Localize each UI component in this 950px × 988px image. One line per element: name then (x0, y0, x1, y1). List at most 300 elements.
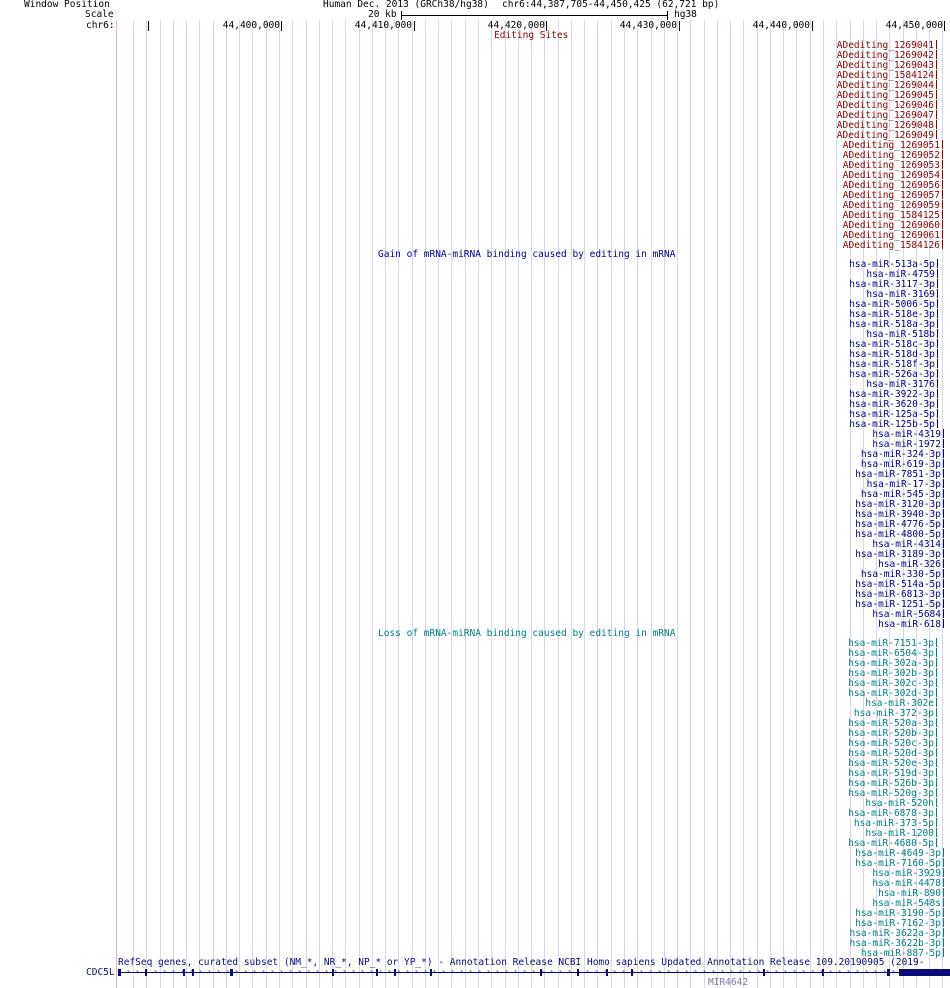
strand-arrow: › (486, 967, 491, 976)
gain-mirna-item-label: hsa-miR-330-5p (860, 569, 941, 580)
gridline (160, 20, 161, 988)
strand-arrow: › (135, 967, 140, 976)
gridline (279, 20, 280, 988)
strand-arrow: › (648, 967, 653, 976)
strand-arrow: › (405, 967, 410, 976)
loss-mirna-item-label: hsa-miR-520a-3p (848, 718, 934, 729)
loss-mirna-item-label: hsa-miR-520c-3p (848, 738, 934, 749)
strand-arrow: › (216, 967, 221, 976)
window-edge-line (116, 20, 117, 988)
strand-arrow: › (819, 967, 824, 976)
loss-mirna-item-mark (936, 798, 937, 807)
loss-mirna-item-label: hsa-miR-520b-3p (848, 728, 934, 739)
editing-site-item-label: ADediting_1269057 (842, 190, 940, 201)
loss-mirna-item-label: hsa-miR-4478 (872, 878, 941, 889)
gridline (385, 20, 386, 988)
strand-arrow: › (162, 967, 167, 976)
gridline (186, 20, 187, 988)
position-readout[interactable]: chr6:44,387,705-44,450,425 (62,721 bp) (502, 0, 720, 10)
editing-site-item-mark (936, 50, 937, 59)
loss-mirna-item-label: hsa-miR-7151-3p (848, 638, 934, 649)
loss-mirna-item-mark (936, 838, 937, 847)
loss-mirna-item-label: hsa-miR-887-5p (860, 948, 941, 959)
editing-site-item-mark (942, 220, 943, 229)
gridline (544, 20, 545, 988)
gridline (146, 20, 147, 988)
gridline (332, 20, 333, 988)
refseq-track-title[interactable]: RefSeq genes, curated subset (NM_*, NR_*, NP_* or YP_*) - Annotation Release NCBI Homo sapiens Updated Annotation Release 109.20190905 (2019- (118, 957, 925, 968)
strand-arrow: › (378, 967, 383, 976)
strand-arrow: › (657, 967, 662, 976)
gain-mirna-item-mark (937, 329, 938, 338)
gain-mirna-item[interactable] (878, 619, 944, 630)
editing-site-item-mark (942, 230, 943, 239)
loss-mirna-item-mark (936, 828, 937, 837)
strand-arrow: › (783, 967, 788, 976)
loss-mirna-item-mark (936, 658, 937, 667)
loss-mirna-item-mark (943, 868, 944, 877)
editing-site-item-mark (942, 200, 943, 209)
strand-arrow: › (603, 967, 608, 976)
loss-mirna-item-label: hsa-miR-7160-5p (855, 858, 941, 869)
strand-arrow: › (576, 967, 581, 976)
gain-mirna-item-mark (937, 289, 938, 298)
gridline (478, 20, 479, 988)
strand-arrow: › (666, 967, 671, 976)
gain-mirna-item-label: hsa-miR-3620-3p (849, 399, 935, 410)
strand-arrow: › (324, 967, 329, 976)
gain-mirna-item-label: hsa-miR-545-3p (860, 489, 941, 500)
gain-mirna-item-label: hsa-miR-326 (878, 559, 941, 570)
gain-mirna-item-mark (943, 549, 944, 558)
gain-mirna-item-mark (943, 509, 944, 518)
gain-mirna-item-mark (937, 269, 938, 278)
strand-arrow: › (342, 967, 347, 976)
editing-site-item-label: ADediting_1269042 (836, 50, 934, 61)
gain-mirna-item-mark (943, 439, 944, 448)
gain-mirna-item-label: hsa-miR-4314 (872, 539, 941, 550)
gain-mirna-item-label: hsa-miR-6813-3p (855, 589, 941, 600)
loss-mirna-item-label: hsa-miR-302b-3p (848, 668, 934, 679)
editing-site-item-label: ADediting_1584124 (836, 70, 934, 81)
strand-arrow: › (684, 967, 689, 976)
gain-mirna-item-label: hsa-miR-3120-3p (855, 499, 941, 510)
gain-mirna-item-label: hsa-miR-7851-3p (855, 469, 941, 480)
gridline (704, 20, 705, 988)
gain-mirna-item-label: hsa-miR-3176 (866, 379, 935, 390)
editing-site-item-mark (942, 160, 943, 169)
loss-mirna-item-label: hsa-miR-520g-3p (848, 788, 934, 799)
gridline (505, 20, 506, 988)
scale-bar (401, 15, 667, 16)
strand-arrow: › (234, 967, 239, 976)
gain-mirna-item-label: hsa-miR-5684 (872, 609, 941, 620)
editing-site-item-label: ADediting_1584125 (842, 210, 940, 221)
loss-mirna-item-mark (936, 648, 937, 657)
editing-site-item-label: ADediting_1584126 (842, 240, 940, 251)
strand-arrow: › (702, 967, 707, 976)
strand-arrow: › (495, 967, 500, 976)
strand-arrow: › (297, 967, 302, 976)
loss-mirna-item-mark (936, 688, 937, 697)
loss-mirna-item-mark (943, 948, 944, 957)
strand-arrow: › (873, 967, 878, 976)
gain-mirna-item-label: hsa-miR-518f-3p (849, 359, 935, 370)
strand-arrow: › (612, 967, 617, 976)
strand-arrow: › (585, 967, 590, 976)
gridline (359, 20, 360, 988)
editing-site-item-mark (936, 90, 937, 99)
loss-mirna-item-label: hsa-miR-302c-3p (848, 678, 934, 689)
gridline (199, 20, 200, 988)
gene-exon (887, 969, 890, 976)
gridline (531, 20, 532, 988)
gain-mirna-item-label: hsa-miR-513a-5p (849, 259, 935, 270)
strand-arrow: › (270, 967, 275, 976)
gain-mirna-item-mark (943, 599, 944, 608)
strand-arrow: › (711, 967, 716, 976)
gain-mirna-item-mark (937, 259, 938, 268)
editing-site-item-mark (936, 110, 937, 119)
editing-site-item-label: ADediting_1269054 (842, 170, 940, 181)
strand-arrow: › (171, 967, 176, 976)
strand-arrow: › (144, 967, 149, 976)
gridline (664, 20, 665, 988)
strand-arrow: › (792, 967, 797, 976)
strand-arrow: › (432, 967, 437, 976)
editing-site-item-label: ADediting_1269041 (836, 40, 934, 51)
loss-mirna-item-label: hsa-miR-4649-3p (855, 848, 941, 859)
gridline (651, 20, 652, 988)
gain-mirna-item-mark (937, 339, 938, 348)
strand-arrow: › (441, 967, 446, 976)
gain-mirna-item-mark (937, 389, 938, 398)
gain-mirna-item-label: hsa-miR-4800-5p (855, 529, 941, 540)
strand-arrow: › (594, 967, 599, 976)
editing-sites-track-title[interactable]: Editing Sites (494, 30, 569, 41)
loss-mirna-item-mark (936, 678, 937, 687)
loss-mirna-item-label: hsa-miR-526b-3p (848, 778, 934, 789)
strand-arrow: › (369, 967, 374, 976)
loss-mirna-item-mark (943, 898, 944, 907)
gain-mirna-item-mark (943, 529, 944, 538)
strand-arrow: › (855, 967, 860, 976)
editing-site-item-label: ADediting_1269060 (842, 220, 940, 231)
gain-mirna-item-label: hsa-miR-618 (878, 619, 941, 630)
strand-arrow: › (774, 967, 779, 976)
scale-label: Scale (85, 9, 114, 20)
gridline (783, 20, 784, 988)
gain-mirna-item-mark (943, 579, 944, 588)
gridline (836, 20, 837, 988)
loss-mirna-item-mark (936, 808, 937, 817)
gain-mirna-item-label: hsa-miR-1251-5p (855, 599, 941, 610)
strand-arrow: › (468, 967, 473, 976)
loss-mirna-item-label: hsa-miR-890 (878, 888, 941, 899)
editing-site-item-label: ADediting_1269052 (842, 150, 940, 161)
loss-mirna-item-mark (936, 718, 937, 727)
loss-mirna-item-label: hsa-miR-6504-3p (848, 648, 934, 659)
strand-arrow: › (252, 967, 257, 976)
gain-mirna-item-mark (937, 299, 938, 308)
gain-mirna-item-mark (937, 319, 938, 328)
strand-arrow: › (864, 967, 869, 976)
strand-arrow: › (126, 967, 131, 976)
strand-arrow: › (477, 967, 482, 976)
editing-site-item-label: ADediting_1269047 (836, 110, 934, 121)
loss-mirna-item-mark (936, 638, 937, 647)
loss-mirna-item-mark (936, 818, 937, 827)
ruler-tick-label: 44,400,000 (222, 20, 280, 31)
gridline (558, 20, 559, 988)
editing-site-item-mark (942, 190, 943, 199)
ruler-tick (812, 21, 813, 31)
chrom-label: chr6: (86, 20, 115, 31)
gene-label-cdc5l[interactable]: CDC5L (86, 967, 115, 978)
strand-arrow: › (756, 967, 761, 976)
loss-mirna-item-mark (936, 768, 937, 777)
gridline (584, 20, 585, 988)
strand-arrow: › (549, 967, 554, 976)
scale-value: 20 kb (368, 9, 397, 20)
gridline (319, 20, 320, 988)
editing-site-item-mark (936, 60, 937, 69)
gain-mirna-item-label: hsa-miR-324-3p (860, 449, 941, 460)
loss-mirna-item-mark (936, 708, 937, 717)
loss-mirna-item-label: hsa-miR-3929 (872, 868, 941, 879)
ruler-tick-label: 44,410,000 (354, 20, 412, 31)
strand-arrow: › (198, 967, 203, 976)
strand-arrow: › (693, 967, 698, 976)
gain-mirna-item-label: hsa-miR-518a-3p (849, 319, 935, 330)
gain-mirna-item-mark (943, 489, 944, 498)
strand-arrow: › (558, 967, 563, 976)
gain-mirna-item-label: hsa-miR-3922-3p (849, 389, 935, 400)
strand-arrow: › (720, 967, 725, 976)
gridline (292, 20, 293, 988)
gain-mirna-item-mark (943, 519, 944, 528)
scale-bar-right (667, 11, 668, 20)
gain-mirna-item-mark (937, 379, 938, 388)
gridline (226, 20, 227, 988)
gain-mirna-item-label: hsa-miR-518b (866, 329, 935, 340)
loss-mirna-item-label: hsa-miR-1200 (865, 828, 934, 839)
strand-arrow: › (207, 967, 212, 976)
editing-site-item-mark (942, 240, 943, 249)
editing-site-item-label: ADediting_1269046 (836, 100, 934, 111)
editing-site-item-mark (936, 80, 937, 89)
strand-arrow: › (333, 967, 338, 976)
gridline (239, 20, 240, 988)
gridline (465, 20, 466, 988)
editing-site-item-label: ADediting_1269051 (842, 140, 940, 151)
strand-arrow: › (360, 967, 365, 976)
editing-site-item-label: ADediting_1269056 (842, 180, 940, 191)
editing-site-item-label: ADediting_1269049 (836, 130, 934, 141)
gridline (677, 20, 678, 988)
gain-mirna-item-mark (937, 309, 938, 318)
editing-site-item-label: ADediting_1269048 (836, 120, 934, 131)
ruler-tick (944, 21, 945, 31)
strand-arrow: › (261, 967, 266, 976)
gain-mirna-item-mark (937, 369, 938, 378)
strand-arrow: › (225, 967, 230, 976)
gain-mirna-item-label: hsa-miR-3117-3p (849, 279, 935, 290)
editing-site-item-mark (942, 150, 943, 159)
strand-arrow: › (567, 967, 572, 976)
gridline (412, 20, 413, 988)
gain-mirna-item-label: hsa-miR-125b-5p (849, 419, 935, 430)
loss-mirna-item-mark (943, 938, 944, 947)
strand-arrow: › (531, 967, 536, 976)
strand-arrow: › (315, 967, 320, 976)
gain-track-title[interactable]: Gain of mRNA-miRNA binding caused by editing in mRNA (378, 249, 676, 260)
gridline (730, 20, 731, 988)
loss-mirna-item-label: hsa-miR-4680-5p (848, 838, 934, 849)
gridline (133, 20, 134, 988)
strand-arrow: › (522, 967, 527, 976)
gridline (252, 20, 253, 988)
gridline (770, 20, 771, 988)
editing-site-item-mark (942, 180, 943, 189)
loss-mirna-item-mark (936, 728, 937, 737)
gain-mirna-item-label: hsa-miR-4319 (872, 429, 941, 440)
gain-mirna-item-mark (943, 539, 944, 548)
gridline (757, 20, 758, 988)
loss-mirna-item-label: hsa-miR-520h (865, 798, 934, 809)
strand-arrow: › (189, 967, 194, 976)
gridline (266, 20, 267, 988)
strand-arrow: › (846, 967, 851, 976)
loss-mirna-item-label: hsa-miR-373-5p (853, 818, 934, 829)
strand-arrow: › (639, 967, 644, 976)
strand-arrow: › (891, 967, 896, 976)
gene-label-mir4642[interactable]: MIR4642 (708, 977, 749, 988)
gridline (306, 20, 307, 988)
editing-site-item-mark (936, 130, 937, 139)
strand-arrow: › (180, 967, 185, 976)
strand-arrow: › (387, 967, 392, 976)
strand-arrow: › (675, 967, 680, 976)
gridline (637, 20, 638, 988)
editing-site-item-label: ADediting_1269044 (836, 80, 934, 91)
gain-mirna-item-label: hsa-miR-5006-5p (849, 299, 935, 310)
gain-mirna-item-mark (943, 429, 944, 438)
strand-arrow: › (837, 967, 842, 976)
gain-mirna-item-label: hsa-miR-4759 (866, 269, 935, 280)
editing-site-item-mark (942, 170, 943, 179)
loss-mirna-item-mark (943, 888, 944, 897)
strand-arrow: › (729, 967, 734, 976)
gain-mirna-item-mark (937, 359, 938, 368)
loss-mirna-item-label: hsa-miR-519d-3p (848, 768, 934, 779)
strand-arrow: › (540, 967, 545, 976)
loss-mirna-item-label: hsa-miR-372-3p (853, 708, 934, 719)
loss-mirna-item-label: hsa-miR-302a-3p (848, 658, 934, 669)
strand-arrow: › (351, 967, 356, 976)
gain-mirna-item-label: hsa-miR-619-3p (860, 459, 941, 470)
editing-site-item-mark (936, 70, 937, 79)
strand-arrow: › (396, 967, 401, 976)
strand-arrow: › (153, 967, 158, 976)
gain-mirna-item-mark (937, 419, 938, 428)
gridline (597, 20, 598, 988)
strand-arrow: › (882, 967, 887, 976)
gridline (624, 20, 625, 988)
loss-track-title[interactable]: Loss of mRNA-miRNA binding caused by editing in mRNA (378, 628, 676, 639)
gain-mirna-item-mark (943, 459, 944, 468)
gene-exon (899, 969, 950, 976)
gridline (451, 20, 452, 988)
loss-mirna-item-mark (936, 788, 937, 797)
editing-site-item-label: ADediting_1269053 (842, 160, 940, 171)
gain-mirna-item-label: hsa-miR-3169 (866, 289, 935, 300)
gridline (611, 20, 612, 988)
strand-arrow: › (513, 967, 518, 976)
editing-site-item-label: ADediting_1269061 (842, 230, 940, 241)
loss-mirna-item-label: hsa-miR-520d-3p (848, 748, 934, 759)
gain-mirna-item-label: hsa-miR-17-3p (866, 479, 941, 490)
loss-mirna-item-label: hsa-miR-7162-3p (855, 918, 941, 929)
gain-mirna-item-mark (943, 469, 944, 478)
gridline (810, 20, 811, 988)
gain-mirna-item-mark (943, 559, 944, 568)
gridline (173, 20, 174, 988)
loss-mirna-item-mark (943, 858, 944, 867)
loss-mirna-item-mark (943, 878, 944, 887)
ruler-tick-label: 44,420,000 (487, 20, 545, 31)
ruler-tick (414, 21, 415, 31)
loss-mirna-item-label: hsa-miR-302e (865, 698, 934, 709)
strand-arrow: › (279, 967, 284, 976)
ruler-tick (281, 21, 282, 31)
loss-mirna-item-mark (936, 748, 937, 757)
gain-mirna-item-mark (937, 349, 938, 358)
strand-arrow: › (459, 967, 464, 976)
editing-site-item-mark (936, 100, 937, 109)
ruler-tick-label: 44,430,000 (619, 20, 677, 31)
gain-mirna-item-mark (937, 279, 938, 288)
gain-mirna-item-mark (943, 589, 944, 598)
editing-site-item-label: ADediting_1269045 (836, 90, 934, 101)
loss-mirna-item-mark (936, 738, 937, 747)
editing-site-item-mark (936, 120, 937, 129)
gain-mirna-item-label: hsa-miR-518c-3p (849, 339, 935, 350)
gain-mirna-item-label: hsa-miR-518d-3p (849, 349, 935, 360)
gain-mirna-item-mark (943, 499, 944, 508)
loss-mirna-item-mark (936, 778, 937, 787)
gridline (372, 20, 373, 988)
ruler-tick (679, 21, 680, 31)
strand-arrow: › (504, 967, 509, 976)
strand-arrow: › (810, 967, 815, 976)
strand-arrow: › (621, 967, 626, 976)
strand-arrow: › (243, 967, 248, 976)
ruler-tick-label: 44,440,000 (752, 20, 810, 31)
gain-mirna-item-mark (943, 479, 944, 488)
strand-arrow: › (423, 967, 428, 976)
gridline (398, 20, 399, 988)
loss-mirna-item-mark (936, 758, 937, 767)
editing-site-item-label: ADediting_1269043 (836, 60, 934, 71)
scale-assembly: hg38 (674, 9, 697, 20)
editing-site-item[interactable] (843, 240, 943, 251)
gain-mirna-item-mark (937, 409, 938, 418)
strand-arrow: › (414, 967, 419, 976)
gridline (823, 20, 824, 988)
loss-mirna-item-label: hsa-miR-548s (872, 898, 941, 909)
gain-mirna-item-mark (943, 569, 944, 578)
